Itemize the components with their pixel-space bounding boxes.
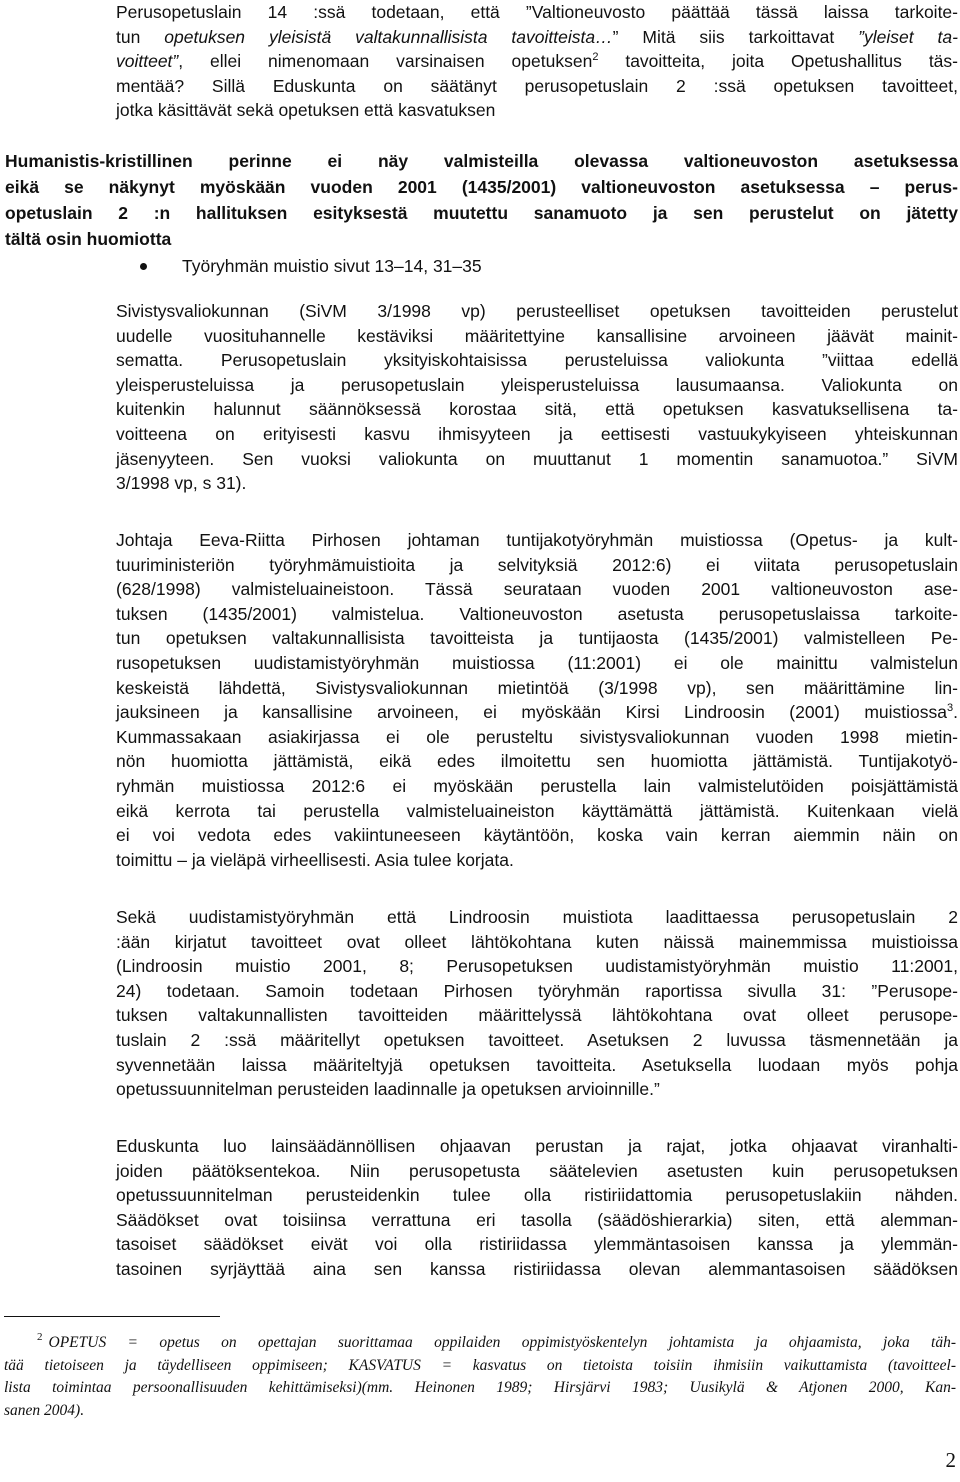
text-line: joiden päätöksentekoa. Niin perusopetusta säätelevien asetusten kuin perusopetuksen <box>116 1160 958 1181</box>
text-line: Sivistysvaliokunnan (SiVM 3/1998 vp) perusteelliset opetuksen tavoitteiden perustelut <box>116 301 958 321</box>
text-line: opetussuunnitelman perusteiden laadinnalle ja opetuksen arvioinnille.” <box>116 1079 660 1100</box>
section-heading <box>5 148 958 252</box>
text-line: ryhmän muistiossa 2012:6 ei myöskään perustella lain valmistelutöiden poisjättämistä <box>116 775 958 796</box>
text-line: tuksen valtakunnallisten tavoitteiden määrittelyssä lähtökohtana ovat olleet perusope- <box>116 1005 958 1026</box>
text-line: uudelle vuosituhannelle kestäviksi määritettyine kansallisine arvoineen jäävät mainit- <box>116 325 958 346</box>
heading-line: opetuslain 2 :n hallituksen esityksestä muutettu sanamuoto ja sen perustelut on jätetty <box>5 203 958 223</box>
heading-line: eikä se näkynyt myöskään vuoden 2001 (1435/2001) valtioneuvoston asetuksessa – perus- <box>5 177 958 197</box>
heading-line: tältä osin huomiotta <box>5 229 172 249</box>
text-line: eikä kerrota tai perustella valmisteluaineiston käyttämättä jättämistä. Kuitenkaan vielä <box>116 800 958 821</box>
text-line: Sekä uudistamistyöryhmän että Lindroosin muistiota laadittaessa perusopetuslain 2 <box>116 907 958 927</box>
text-line: ei voi vedota edes vakiintuneeseen käytäntöön, koska vain kerran aiemmin näin on <box>116 825 958 846</box>
text-line: toimittu – ja vieläpä virheellisesti. Asia tulee korjata. <box>116 849 514 870</box>
text-line: 24) todetaan. Samoin todetaan Pirhosen työryhmän raportissa sivulla 31: ”Perusope- <box>116 980 958 1001</box>
footnote-line: sanen 2004). <box>4 1401 85 1419</box>
text-line: jäsenyyteen. Sen vuoksi valiokunta on muuttanut 1 momentin sanamuotoa.” SiVM <box>116 448 958 469</box>
text-line: opetussuunnitelman perusteidenkin tulee olla ristiriidattomia perusopetuslakiin nähden. <box>116 1185 958 1206</box>
text-line: tuuriministeriön työryhmämuistioita ja selvityksiä 2012:6) ei viitata perusopetuslain <box>116 554 958 575</box>
footnote-line: tää tietoiseen ja täydelliseen oppimiseen; KASVATUS = kasvatus on tietoista toisiin ihmisiin vaikuttamista (tavoitteel- <box>4 1356 956 1374</box>
bullet-text: Työryhmän muistio sivut 13–14, 31–35 <box>182 256 482 276</box>
text-line: tuslain 2 :ssä määritellyt opetuksen tavoitteet. Asetuksen 2 luvussa täsmennetään ja <box>116 1029 958 1050</box>
text-line: :ään kirjatut tavoitteet ovat olleet lähtökohtana kuten näissä mainemmissa muistioissa <box>116 931 958 952</box>
paragraph-lindroos <box>116 905 958 1102</box>
footnote <box>4 1326 956 1422</box>
text-line: nön huomiotta jättämistä, eikä edes ilmoitettu sen huomiotta jättämistä. Tuntijakotyö- <box>116 751 958 772</box>
text-line: jauksineen ja kansallisine arvoineen, ei myöskään Kirsi Lindroosin (2001) muistiossa$^3$. <box>116 702 958 723</box>
text-line: mentää? Sillä Eduskunta on säätänyt perusopetuslain 2 :ssä opetuksen tavoitteet, <box>116 75 958 96</box>
footnote-ref: 3 <box>947 702 954 715</box>
page-number: 2 <box>945 1448 956 1472</box>
text-line: Kummassakaan asiakirjassa ei ole perusteltu sivistysvaliokunnan vuoden 1998 mietin- <box>116 726 958 747</box>
text-line: 3/1998 vp, s 31). <box>116 473 247 494</box>
text-line: yleisperusteluissa ja perusopetuslain yleisperusteluissa lausumaansa. Valiokunta on <box>116 374 958 395</box>
text-line: (Lindroosin muistio 2001, 8; Perusopetuksen uudistamistyöryhmän muistio 11:2001, <box>116 956 958 977</box>
text-line: voitteena on erityisesti kasvu ihmisyyteen ja eettisesti vastuukykyiseen yhteiskunnan <box>116 423 958 444</box>
text-line: Eduskunta luo lainsäädännöllisen ohjaavan perustan ja rajat, jotka ohjaavat viranhalti- <box>116 1136 958 1156</box>
text-line: (628/1998) valmisteluaineistoon. Tässä seurataan vuoden 2001 valtioneuvoston ase- <box>116 579 958 600</box>
footnote-separator <box>4 1316 220 1317</box>
text-line: jotka käsittävät sekä opetuksen että kasvatuksen <box>116 100 496 121</box>
text-line: Perusopetuslain 14 :ssä todetaan, että ”Valtioneuvosto päättää tässä laissa tarkoite- <box>116 2 958 22</box>
text-line: kuitenkin halunnut säännöksessä korostaa sitä, että opetuksen kasvatuksellisena ta- <box>116 399 958 420</box>
text-line: tasoinen syrjäyttää aina sen kanssa ristiriidassa olevan alemmantasoisen säädöksen <box>116 1258 958 1279</box>
text-line: sematta. Perusopetuslain yksityiskohtaisissa perusteluissa valiokunta ”viittaa edellä <box>116 350 958 371</box>
text-line: keskeistä lähdettä, Sivistysvaliokunnan mietintöä (3/1998 vp), sen määrittämine lin- <box>116 677 958 698</box>
text-line: tun opetuksen yleisistä valtakunnallisista tavoitteista…” Mitä siis tarkoittavat ”yleiset ta- <box>116 26 958 47</box>
footnote-mark: 2 <box>37 1331 43 1343</box>
footnote-line: lista toimintaa persoonallisuuden kehittämiseksi)(mm. Heinonen 1989; Hirsjärvi 1983; Uusikylä & Atjonen 2000, Kan- <box>4 1379 956 1396</box>
paragraph-intro <box>116 0 958 123</box>
text-line: Säädökset ovat toisiinsa verrattuna eri tasolla (säädöshierarkia) siten, että alemman- <box>116 1209 958 1230</box>
footnote-ref: 2 <box>592 51 599 64</box>
paragraph-eduskunta <box>116 1134 958 1282</box>
text-line: tun opetuksen valtakunnallisista tavoitteista ja tuntijaosta (1435/2001) valmistelleen Pe- <box>116 628 958 649</box>
text-line: tasoiset säädökset eivät voi olla ristiriidassa ylemmäntasoisen kanssa ja ylemmän- <box>116 1234 958 1255</box>
bullet-icon <box>140 263 147 270</box>
text-line: Johtaja Eeva-Riitta Pirhosen johtaman tuntijakotyöryhmän muistiossa (Opetus- ja kult- <box>116 530 958 550</box>
text-line: syvennetään laissa määriteltyjä opetuksen tavoitteita. Asetuksella luodaan myös pohja <box>116 1054 958 1075</box>
paragraph-sivm <box>116 299 958 496</box>
text-line: rusopetuksen uudistamistyöryhmän muistiossa (11:2001) ei ole mainittu valmistelun <box>116 652 958 673</box>
footnote-line: $^2$ OPETUS = opetus on opettajan suorittamaa oppilaiden oppimistyöskentelyn johtamista ja ohjaamista, joka täh- <box>37 1331 956 1351</box>
heading-line: Humanistis-kristillinen perinne ei näy valmisteilla olevassa valtioneuvoston asetuksessa <box>5 151 958 171</box>
text-line: tuksen (1435/2001) valmistelua. Valtioneuvoston asetusta perusopetuslaissa tarkoite- <box>116 603 958 624</box>
text-line: voitteet”, ellei nimenomaan varsinaisen opetuksen$^2$ tavoitteita, joita Opetushallitus täs- <box>116 51 958 72</box>
paragraph-pirhonen <box>116 528 958 872</box>
